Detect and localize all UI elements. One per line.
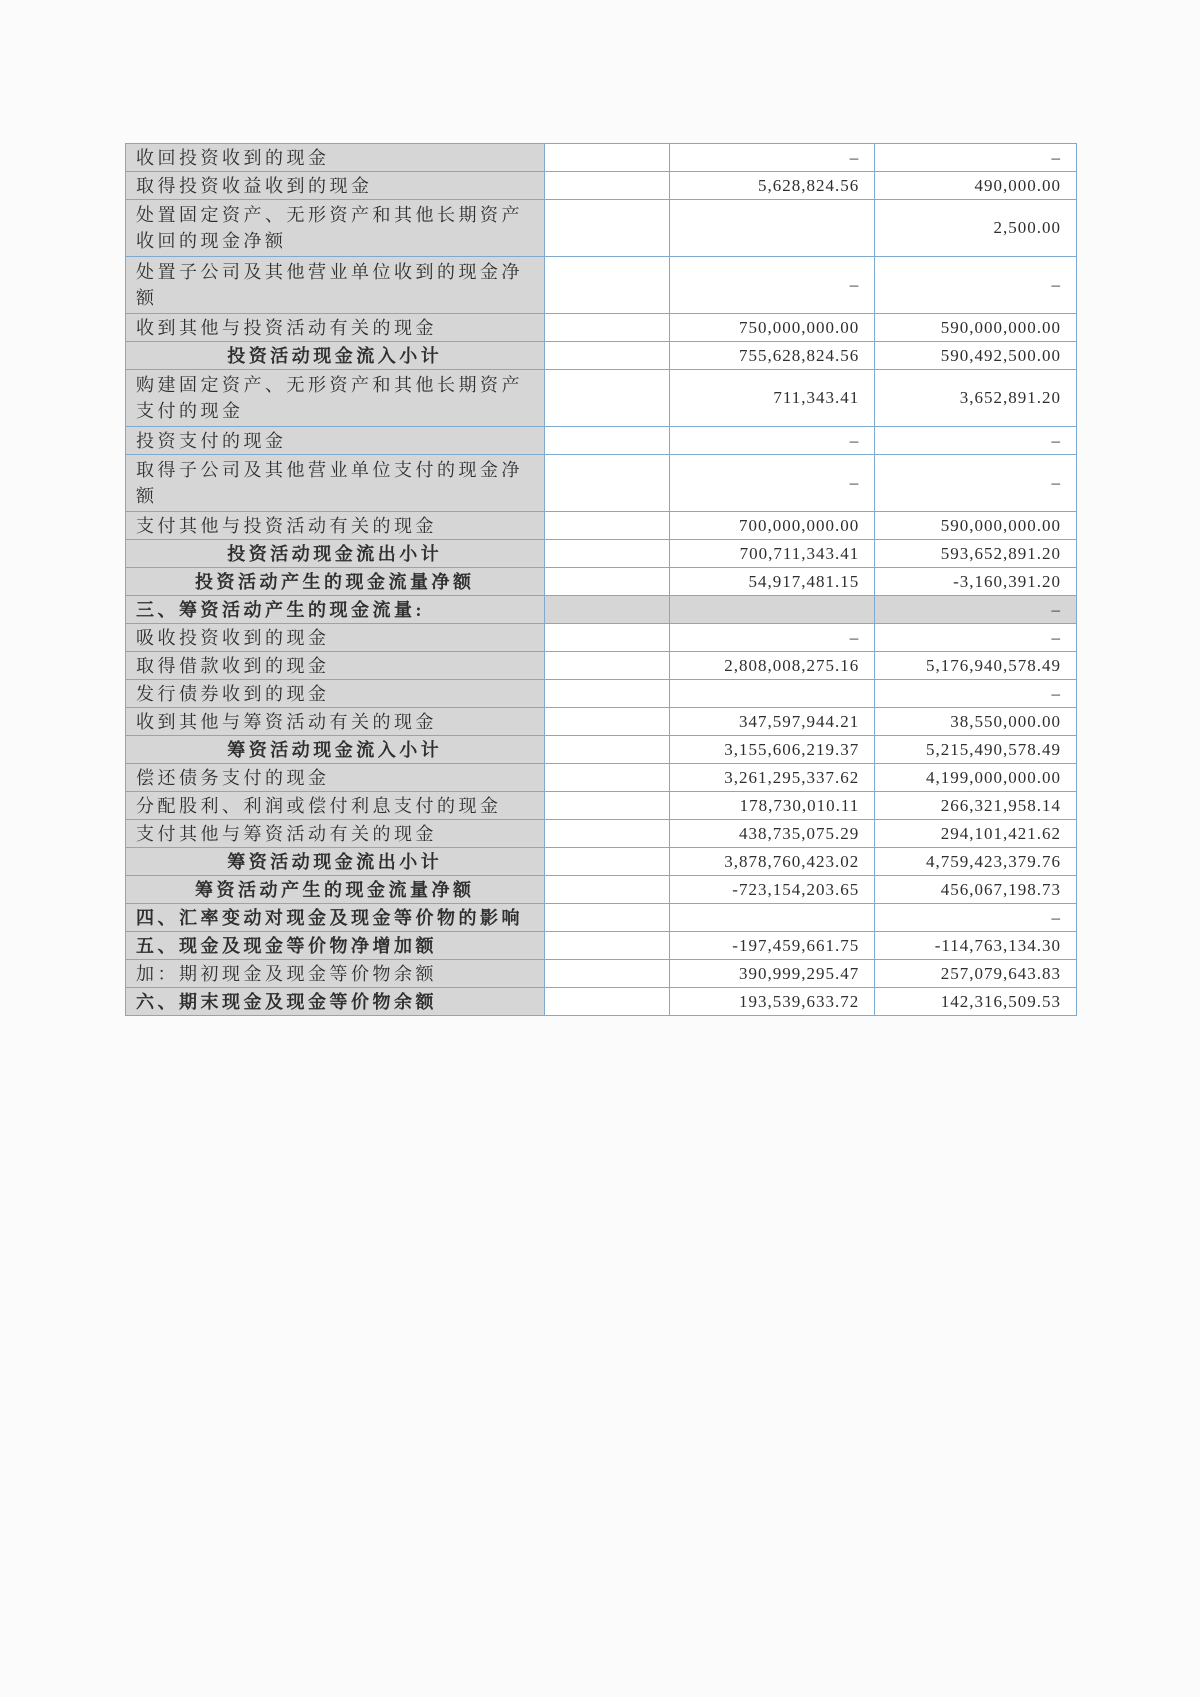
- value-current-period: 390,999,295.47: [670, 960, 875, 987]
- table-row: [126, 144, 1077, 172]
- row-label: 取得子公司及其他营业单位支付的现金净额: [126, 455, 545, 511]
- value-prior-period: –: [875, 624, 1077, 651]
- row-label: 处置子公司及其他营业单位收到的现金净额: [126, 257, 545, 313]
- value-prior-period: 266,321,958.14: [875, 792, 1077, 819]
- notes-cell: [545, 820, 671, 847]
- value-current-period: -723,154,203.65: [670, 876, 875, 903]
- table-row: [126, 200, 1077, 257]
- row-label: 吸收投资收到的现金: [126, 624, 545, 651]
- notes-cell: [545, 596, 671, 623]
- value-prior-period: 590,000,000.00: [875, 314, 1077, 341]
- value-current-period: 438,735,075.29: [670, 820, 875, 847]
- table-row: [126, 708, 1077, 736]
- row-label: 投资支付的现金: [126, 427, 545, 454]
- value-current-period: 5,628,824.56: [670, 172, 875, 199]
- value-current-period: 193,539,633.72: [670, 988, 875, 1015]
- value-prior-period: –: [875, 904, 1077, 931]
- value-current-period: 3,155,606,219.37: [670, 736, 875, 763]
- table-row: [126, 988, 1077, 1016]
- table-row: [126, 624, 1077, 652]
- value-prior-period: 456,067,198.73: [875, 876, 1077, 903]
- value-current-period: –: [670, 427, 875, 454]
- value-current-period: 755,628,824.56: [670, 342, 875, 369]
- value-prior-period: –: [875, 257, 1077, 313]
- row-label: 支付其他与筹资活动有关的现金: [126, 820, 545, 847]
- notes-cell: [545, 680, 671, 707]
- notes-cell: [545, 427, 671, 454]
- row-label: 五、现金及现金等价物净增加额: [126, 932, 545, 959]
- notes-cell: [545, 512, 671, 539]
- table-row: [126, 652, 1077, 680]
- notes-cell: [545, 988, 671, 1015]
- value-prior-period: 38,550,000.00: [875, 708, 1077, 735]
- value-prior-period: -3,160,391.20: [875, 568, 1077, 595]
- table-row: [126, 736, 1077, 764]
- value-prior-period: 593,652,891.20: [875, 540, 1077, 567]
- row-label: 购建固定资产、无形资产和其他长期资产支付的现金: [126, 370, 545, 426]
- table-row: [126, 764, 1077, 792]
- value-prior-period: –: [875, 427, 1077, 454]
- row-label: 四、汇率变动对现金及现金等价物的影响: [126, 904, 545, 931]
- row-label: 投资活动现金流入小计: [126, 342, 545, 369]
- value-prior-period: –: [875, 144, 1077, 171]
- row-label: 筹资活动产生的现金流量净额: [126, 876, 545, 903]
- value-prior-period: 5,215,490,578.49: [875, 736, 1077, 763]
- value-prior-period: 257,079,643.83: [875, 960, 1077, 987]
- value-prior-period: 4,199,000,000.00: [875, 764, 1077, 791]
- value-current-period: 3,878,760,423.02: [670, 848, 875, 875]
- table-row: [126, 568, 1077, 596]
- row-label: 收回投资收到的现金: [126, 144, 545, 171]
- row-label: 收到其他与投资活动有关的现金: [126, 314, 545, 341]
- row-label: 取得投资收益收到的现金: [126, 172, 545, 199]
- notes-cell: [545, 904, 671, 931]
- value-prior-period: 590,000,000.00: [875, 512, 1077, 539]
- value-prior-period: 3,652,891.20: [875, 370, 1077, 426]
- notes-cell: [545, 144, 671, 171]
- value-current-period: 700,000,000.00: [670, 512, 875, 539]
- notes-cell: [545, 848, 671, 875]
- value-current-period: –: [670, 455, 875, 511]
- value-current-period: 178,730,010.11: [670, 792, 875, 819]
- notes-cell: [545, 257, 671, 313]
- row-label: 筹资活动现金流出小计: [126, 848, 545, 875]
- notes-cell: [545, 708, 671, 735]
- table-row: [126, 427, 1077, 455]
- value-current-period: [670, 680, 875, 707]
- value-current-period: 2,808,008,275.16: [670, 652, 875, 679]
- value-prior-period: –: [875, 680, 1077, 707]
- table-row: [126, 172, 1077, 200]
- table-row: [126, 680, 1077, 708]
- notes-cell: [545, 652, 671, 679]
- value-prior-period: 590,492,500.00: [875, 342, 1077, 369]
- notes-cell: [545, 370, 671, 426]
- value-prior-period: –: [875, 455, 1077, 511]
- row-label: 支付其他与投资活动有关的现金: [126, 512, 545, 539]
- table-row: [126, 820, 1077, 848]
- value-current-period: –: [670, 144, 875, 171]
- row-label: 加：期初现金及现金等价物余额: [126, 960, 545, 987]
- value-prior-period: 5,176,940,578.49: [875, 652, 1077, 679]
- table-row: [126, 455, 1077, 512]
- notes-cell: [545, 455, 671, 511]
- row-label: 发行债券收到的现金: [126, 680, 545, 707]
- notes-cell: [545, 200, 671, 256]
- cash-flow-statement-table: [125, 143, 1077, 1016]
- row-label: 分配股利、利润或偿付利息支付的现金: [126, 792, 545, 819]
- value-prior-period: 2,500.00: [875, 200, 1077, 256]
- notes-cell: [545, 342, 671, 369]
- table-row: [126, 342, 1077, 370]
- table-row: [126, 876, 1077, 904]
- value-current-period: -197,459,661.75: [670, 932, 875, 959]
- row-label: 投资活动现金流出小计: [126, 540, 545, 567]
- row-label: 筹资活动现金流入小计: [126, 736, 545, 763]
- value-current-period: 750,000,000.00: [670, 314, 875, 341]
- value-prior-period: 4,759,423,379.76: [875, 848, 1077, 875]
- notes-cell: [545, 624, 671, 651]
- notes-cell: [545, 314, 671, 341]
- notes-cell: [545, 172, 671, 199]
- value-prior-period: 490,000.00: [875, 172, 1077, 199]
- table-row: [126, 257, 1077, 314]
- row-label: 取得借款收到的现金: [126, 652, 545, 679]
- table-row: [126, 540, 1077, 568]
- table-row: [126, 960, 1077, 988]
- row-label: 处置固定资产、无形资产和其他长期资产收回的现金净额: [126, 200, 545, 256]
- table-row: [126, 848, 1077, 876]
- table-row: [126, 904, 1077, 932]
- notes-cell: [545, 764, 671, 791]
- value-current-period: 700,711,343.41: [670, 540, 875, 567]
- row-label: 六、期末现金及现金等价物余额: [126, 988, 545, 1015]
- notes-cell: [545, 540, 671, 567]
- notes-cell: [545, 792, 671, 819]
- value-current-period: 54,917,481.15: [670, 568, 875, 595]
- notes-cell: [545, 876, 671, 903]
- notes-cell: [545, 932, 671, 959]
- table-row: [126, 314, 1077, 342]
- table-row: [126, 792, 1077, 820]
- value-current-period: [670, 200, 875, 256]
- row-label: 三、筹资活动产生的现金流量:: [126, 596, 545, 623]
- value-current-period: [670, 904, 875, 931]
- table-row: [126, 512, 1077, 540]
- row-label: 投资活动产生的现金流量净额: [126, 568, 545, 595]
- value-current-period: –: [670, 624, 875, 651]
- row-label: 收到其他与筹资活动有关的现金: [126, 708, 545, 735]
- row-label: 偿还债务支付的现金: [126, 764, 545, 791]
- value-prior-period: 142,316,509.53: [875, 988, 1077, 1015]
- value-prior-period: -114,763,134.30: [875, 932, 1077, 959]
- value-current-period: 347,597,944.21: [670, 708, 875, 735]
- value-prior-period: 294,101,421.62: [875, 820, 1077, 847]
- value-current-period: 3,261,295,337.62: [670, 764, 875, 791]
- value-current-period: 711,343.41: [670, 370, 875, 426]
- table-row: [126, 596, 1077, 624]
- table-row: [126, 932, 1077, 960]
- notes-cell: [545, 736, 671, 763]
- notes-cell: [545, 568, 671, 595]
- table-row: [126, 370, 1077, 427]
- notes-cell: [545, 960, 671, 987]
- value-prior-period: –: [875, 596, 1077, 623]
- value-current-period: [670, 596, 875, 623]
- value-current-period: –: [670, 257, 875, 313]
